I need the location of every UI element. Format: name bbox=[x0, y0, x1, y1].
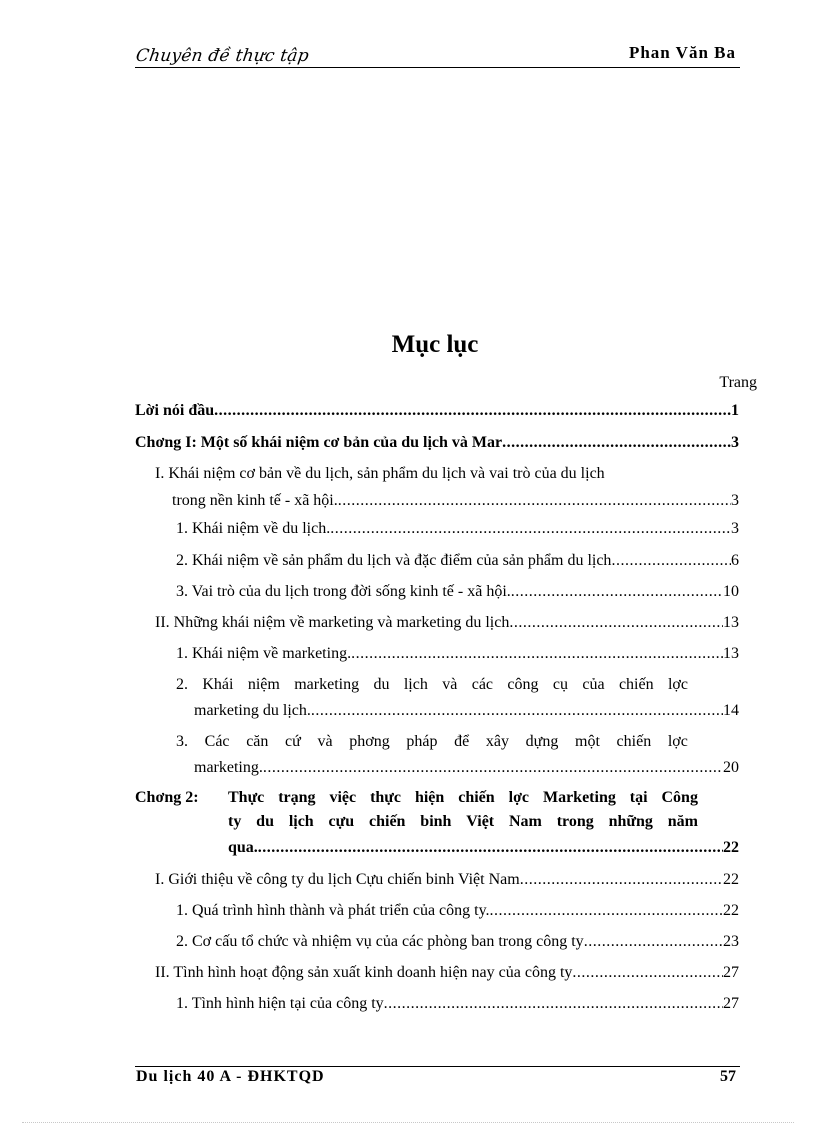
toc-entry-section-1-line1[interactable]: I. Khái niệm cơ bản về du lịch, sản phẩm du lịch và vai trò của du lịch bbox=[155, 465, 605, 482]
word: ty bbox=[228, 813, 242, 830]
toc-entry-text: II. Những khái niệm về marketing và marketing du lịch bbox=[155, 614, 510, 631]
word: lợc bbox=[508, 789, 530, 806]
dot-leader bbox=[330, 520, 731, 538]
word: chiến bbox=[618, 676, 654, 693]
word: lịch bbox=[403, 676, 428, 693]
word: hiện bbox=[414, 789, 445, 806]
toc-entry-page: 3 bbox=[731, 492, 739, 509]
toc-entry-text: 2. Khái niệm về sản phẩm du lịch và đặc điểm của sản phẩm du lịch bbox=[176, 552, 612, 569]
toc-entry-1-3[interactable] bbox=[176, 583, 739, 601]
dot-leader bbox=[509, 614, 723, 632]
toc-entry-text: 1. Khái niệm về marketing. bbox=[176, 645, 352, 662]
toc-entry-page: 13 bbox=[723, 614, 739, 631]
word: Marketing bbox=[542, 789, 616, 806]
dot-leader bbox=[584, 933, 723, 951]
word: Nam bbox=[508, 813, 542, 830]
toc-entry-text: trong nền kinh tế - xã hội. bbox=[172, 492, 338, 509]
toc-entry-section-1-line2[interactable] bbox=[172, 492, 739, 510]
word: năm bbox=[667, 813, 698, 830]
dot-leader bbox=[490, 902, 723, 920]
word: việc bbox=[329, 789, 357, 806]
word: Việt bbox=[466, 813, 495, 830]
toc-entry-1-1[interactable] bbox=[176, 520, 739, 538]
toc-title: Mục lục bbox=[391, 331, 479, 358]
dot-leader bbox=[351, 645, 723, 663]
toc-entry-page: 6 bbox=[731, 552, 739, 569]
word: trạng bbox=[278, 789, 316, 806]
dot-leader bbox=[311, 702, 723, 720]
word: phơng bbox=[349, 733, 390, 750]
word: để bbox=[454, 733, 470, 750]
toc-entry-preface[interactable] bbox=[135, 402, 739, 420]
word: những bbox=[608, 813, 653, 830]
word: tại bbox=[629, 789, 648, 806]
word: xây bbox=[485, 733, 510, 750]
toc-entry-text: 1. Quá trình hình thành và phát triển của công ty. bbox=[176, 902, 490, 919]
header-left-text: Chuyên đề thực tập bbox=[134, 46, 311, 66]
word: của bbox=[582, 676, 605, 693]
toc-entry-page: 22 bbox=[723, 871, 739, 888]
dot-leader bbox=[572, 964, 723, 982]
toc-entry-page: 27 bbox=[723, 964, 739, 981]
toc-entry-chapter-2-line1[interactable] bbox=[228, 789, 698, 807]
toc-entry-text: 1. Tình hình hiện tại của công ty bbox=[176, 995, 384, 1012]
word: dựng bbox=[525, 733, 559, 750]
dot-leader bbox=[263, 759, 723, 777]
toc-entry-text: II. Tình hình hoạt động sản xuất kinh doanh hiện nay của công ty bbox=[155, 964, 573, 981]
word: Các bbox=[204, 733, 230, 750]
dot-leader bbox=[258, 839, 723, 857]
toc-entry-page: 14 bbox=[723, 702, 739, 719]
toc-entry-page: 3 bbox=[731, 434, 739, 451]
toc-entry-chapter-2-line2[interactable] bbox=[228, 813, 698, 831]
toc-entry-c2-2-1[interactable] bbox=[176, 995, 739, 1013]
word: 2. bbox=[176, 676, 188, 693]
toc-entry-1-2[interactable] bbox=[176, 552, 739, 570]
toc-entry-page: 3 bbox=[731, 520, 739, 537]
toc-entry-text: I. Giới thiệu về công ty du lịch Cựu chiến binh Việt Nam bbox=[155, 871, 520, 888]
toc-entry-text: Chơng I: Một số khái niệm cơ bản của du lịch và Mar bbox=[135, 434, 503, 451]
word: lợc bbox=[667, 676, 688, 693]
toc-entry-chapter-2-label[interactable]: Chơng 2: bbox=[135, 789, 199, 806]
word: cựu bbox=[328, 813, 355, 830]
toc-entry-chapter-1[interactable] bbox=[135, 434, 739, 452]
word: Thực bbox=[228, 789, 265, 806]
toc-entry-page: 22 bbox=[723, 902, 739, 919]
toc-entry-c2-1-1[interactable] bbox=[176, 902, 739, 920]
dot-leader bbox=[384, 995, 723, 1013]
toc-entry-text: 2. Cơ cấu tổ chức và nhiệm vụ của các phòng ban trong công ty bbox=[176, 933, 584, 950]
toc-entry-c2-section-2[interactable] bbox=[155, 964, 739, 982]
header-rule bbox=[135, 67, 740, 68]
toc-entry-text: 3. Vai trò của du lịch trong đời sống kinh tế - xã hội. bbox=[176, 583, 511, 600]
word: công bbox=[507, 676, 539, 693]
toc-entry-2-2-line2[interactable] bbox=[194, 702, 739, 720]
toc-entry-2-3-line2[interactable] bbox=[194, 759, 739, 777]
word: và bbox=[317, 733, 333, 750]
toc-entry-text: marketing. bbox=[194, 759, 263, 776]
toc-entry-page: 10 bbox=[723, 583, 739, 600]
toc-entry-chapter-2-line3[interactable] bbox=[228, 839, 739, 857]
footer-page-number: 57 bbox=[720, 1068, 736, 1085]
word: các bbox=[471, 676, 494, 693]
dot-leader bbox=[520, 871, 723, 889]
word: thực bbox=[370, 789, 402, 806]
word: chiến bbox=[616, 733, 652, 750]
toc-entry-page: 13 bbox=[723, 645, 739, 662]
word: 3. bbox=[176, 733, 188, 750]
dot-leader bbox=[502, 434, 731, 452]
word: trong bbox=[556, 813, 594, 830]
word: cụ bbox=[552, 676, 568, 693]
word: cứ bbox=[285, 733, 301, 750]
header-author: Phan Văn Ba bbox=[628, 43, 736, 62]
footer-class-label: Du lịch 40 A - ĐHKTQD bbox=[136, 1068, 325, 1085]
toc-entry-c2-1-2[interactable] bbox=[176, 933, 739, 951]
toc-entry-section-2[interactable] bbox=[155, 614, 739, 632]
word: và bbox=[442, 676, 458, 693]
dot-leader bbox=[214, 402, 731, 420]
toc-entry-text: qua. bbox=[228, 839, 258, 856]
dot-leader bbox=[511, 583, 723, 601]
dot-leader bbox=[611, 552, 731, 570]
word: chiến bbox=[369, 813, 406, 830]
dot-leader bbox=[338, 492, 731, 510]
word: một bbox=[575, 733, 600, 750]
word: du bbox=[256, 813, 274, 830]
toc-entry-2-3-line1[interactable] bbox=[176, 733, 688, 751]
toc-entry-text: marketing du lịch. bbox=[194, 702, 311, 719]
toc-entry-2-1[interactable] bbox=[176, 645, 739, 663]
word: binh bbox=[420, 813, 452, 830]
toc-entry-page: 20 bbox=[723, 759, 739, 776]
word: marketing bbox=[294, 676, 360, 693]
word: căn bbox=[246, 733, 269, 750]
word: lịch bbox=[288, 813, 314, 830]
toc-entry-2-2-line1[interactable] bbox=[176, 676, 688, 694]
toc-entry-text: Lời nói đầu bbox=[135, 402, 215, 419]
word: du bbox=[373, 676, 390, 693]
toc-entry-page: 27 bbox=[723, 995, 739, 1012]
toc-entry-text: 1. Khái niệm về du lịch. bbox=[176, 520, 331, 537]
toc-entry-page: 22 bbox=[723, 839, 739, 856]
toc-entry-page: 1 bbox=[731, 402, 739, 419]
word: chiến bbox=[458, 789, 495, 806]
footer-rule bbox=[135, 1066, 740, 1067]
page-column-label: Trang bbox=[719, 374, 757, 391]
toc-entry-c2-section-1[interactable] bbox=[155, 871, 739, 889]
word: Công bbox=[661, 789, 698, 806]
word: niệm bbox=[247, 676, 280, 693]
word: Khái bbox=[202, 676, 234, 693]
word: pháp bbox=[406, 733, 438, 750]
word: lợc bbox=[667, 733, 688, 750]
toc-entry-page: 23 bbox=[723, 933, 739, 950]
